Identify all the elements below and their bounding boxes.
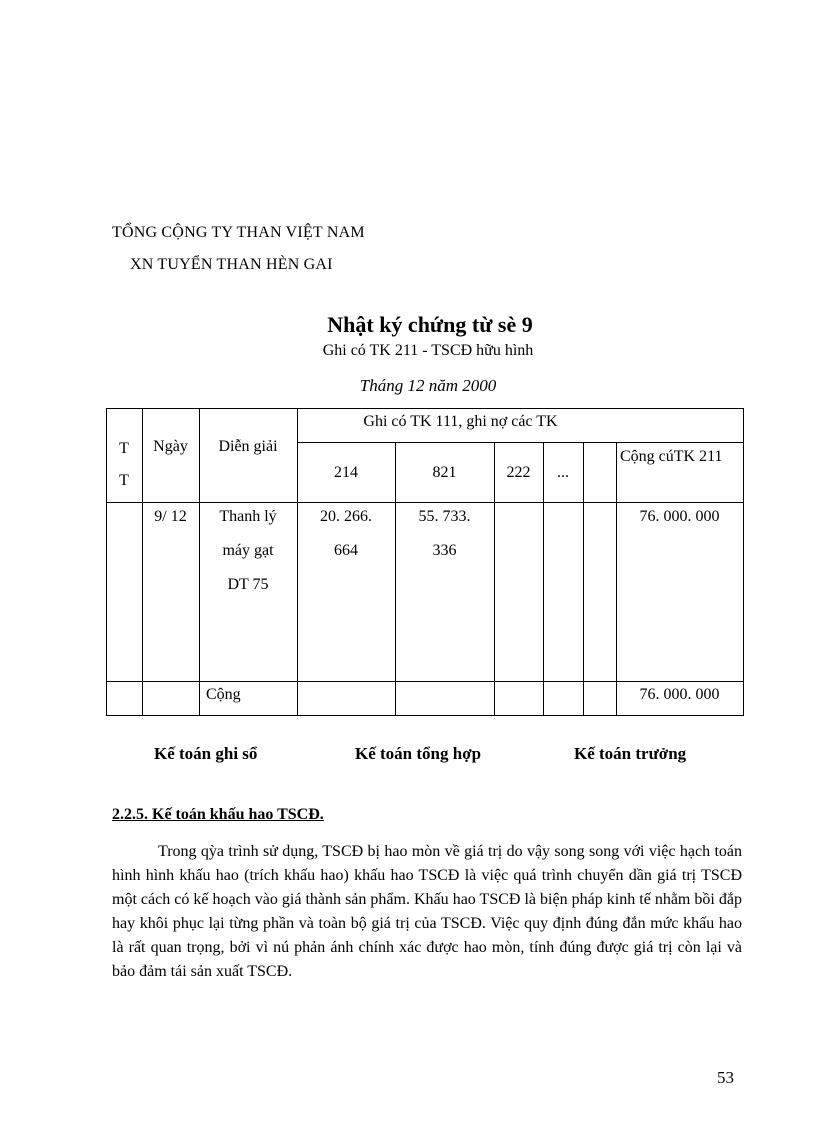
row-821-2: 336 xyxy=(432,542,457,559)
row-total: 76. 000. 000 xyxy=(639,508,720,525)
company-name: TỔNG CỘNG TY THAN VIỆT NAM xyxy=(112,224,365,241)
footer-total: 76. 000. 000 xyxy=(639,686,720,703)
section-paragraph xyxy=(112,840,742,984)
journal-table xyxy=(106,408,744,716)
journal-period: Tháng 12 năm 2000 xyxy=(359,376,497,395)
row-214-1: 20. 266. xyxy=(320,508,372,525)
header-acc-222: 222 xyxy=(506,464,531,481)
row-desc-3: DT 75 xyxy=(227,576,269,593)
row-821-1: 55. 733. xyxy=(418,508,471,525)
footer-label: Cộng xyxy=(206,686,241,703)
row-desc-1: Thanh lý xyxy=(219,508,277,525)
row-214-2: 664 xyxy=(334,542,358,559)
header-tt-1: T xyxy=(119,440,129,457)
row-desc-2: máy gạt xyxy=(222,542,274,559)
paragraph-text: Trong qỳa trình sử dụng, TSCĐ bị hao mòn về giá trị do vậy song song với việc hạch toán hình hình khấu hao (trích khấu hao) khấu hao TSCĐ là việc quá trình chuyển dần giá trị TSCĐ một cách có kế hoạch vào giá thành sản phẩm. Khấu hao TSCĐ là biện pháp kinh tế nhằm bồi đắp hay khôi phục lại từng phần và toàn bộ giá trị của TSCĐ. Việc quy định đúng đắn mức khấu hao là rất quan trọng, bởi vì nú phản ánh chính xác được hao mòn, tính đúng được giá trị còn lại và bảo đảm tái sản xuất TSCĐ. xyxy=(112,843,742,980)
header-tt-2: T xyxy=(119,472,129,489)
signature-general: Kế toán tổng hợp xyxy=(355,744,482,763)
signature-recorder: Kế toán ghi sổ xyxy=(154,744,258,763)
page-number: 53 xyxy=(717,1068,734,1087)
header-description: Diễn giải xyxy=(218,438,278,455)
header-acc-214: 214 xyxy=(334,464,358,481)
header-date: Ngày xyxy=(153,438,188,455)
journal-title: Nhật ký chứng từ sè 9 xyxy=(327,312,533,337)
journal-subtitle: Ghi có TK 211 - TSCĐ hữu hình xyxy=(322,342,534,359)
header-acc-more: ... xyxy=(557,464,569,481)
header-credit-group: Ghi có TK 111, ghi nợ các TK xyxy=(363,413,558,430)
enterprise-name: XN TUYỂN THAN HÈN GAI xyxy=(130,256,333,273)
header-total-211: Cộng cúTK 211 xyxy=(620,448,723,465)
row-date: 9/ 12 xyxy=(154,508,187,525)
section-heading: 2.2.5. Kế toán khấu hao TSCĐ. xyxy=(112,806,324,823)
signature-chief: Kế toán trưởng xyxy=(574,744,687,763)
header-acc-821: 821 xyxy=(432,464,457,481)
